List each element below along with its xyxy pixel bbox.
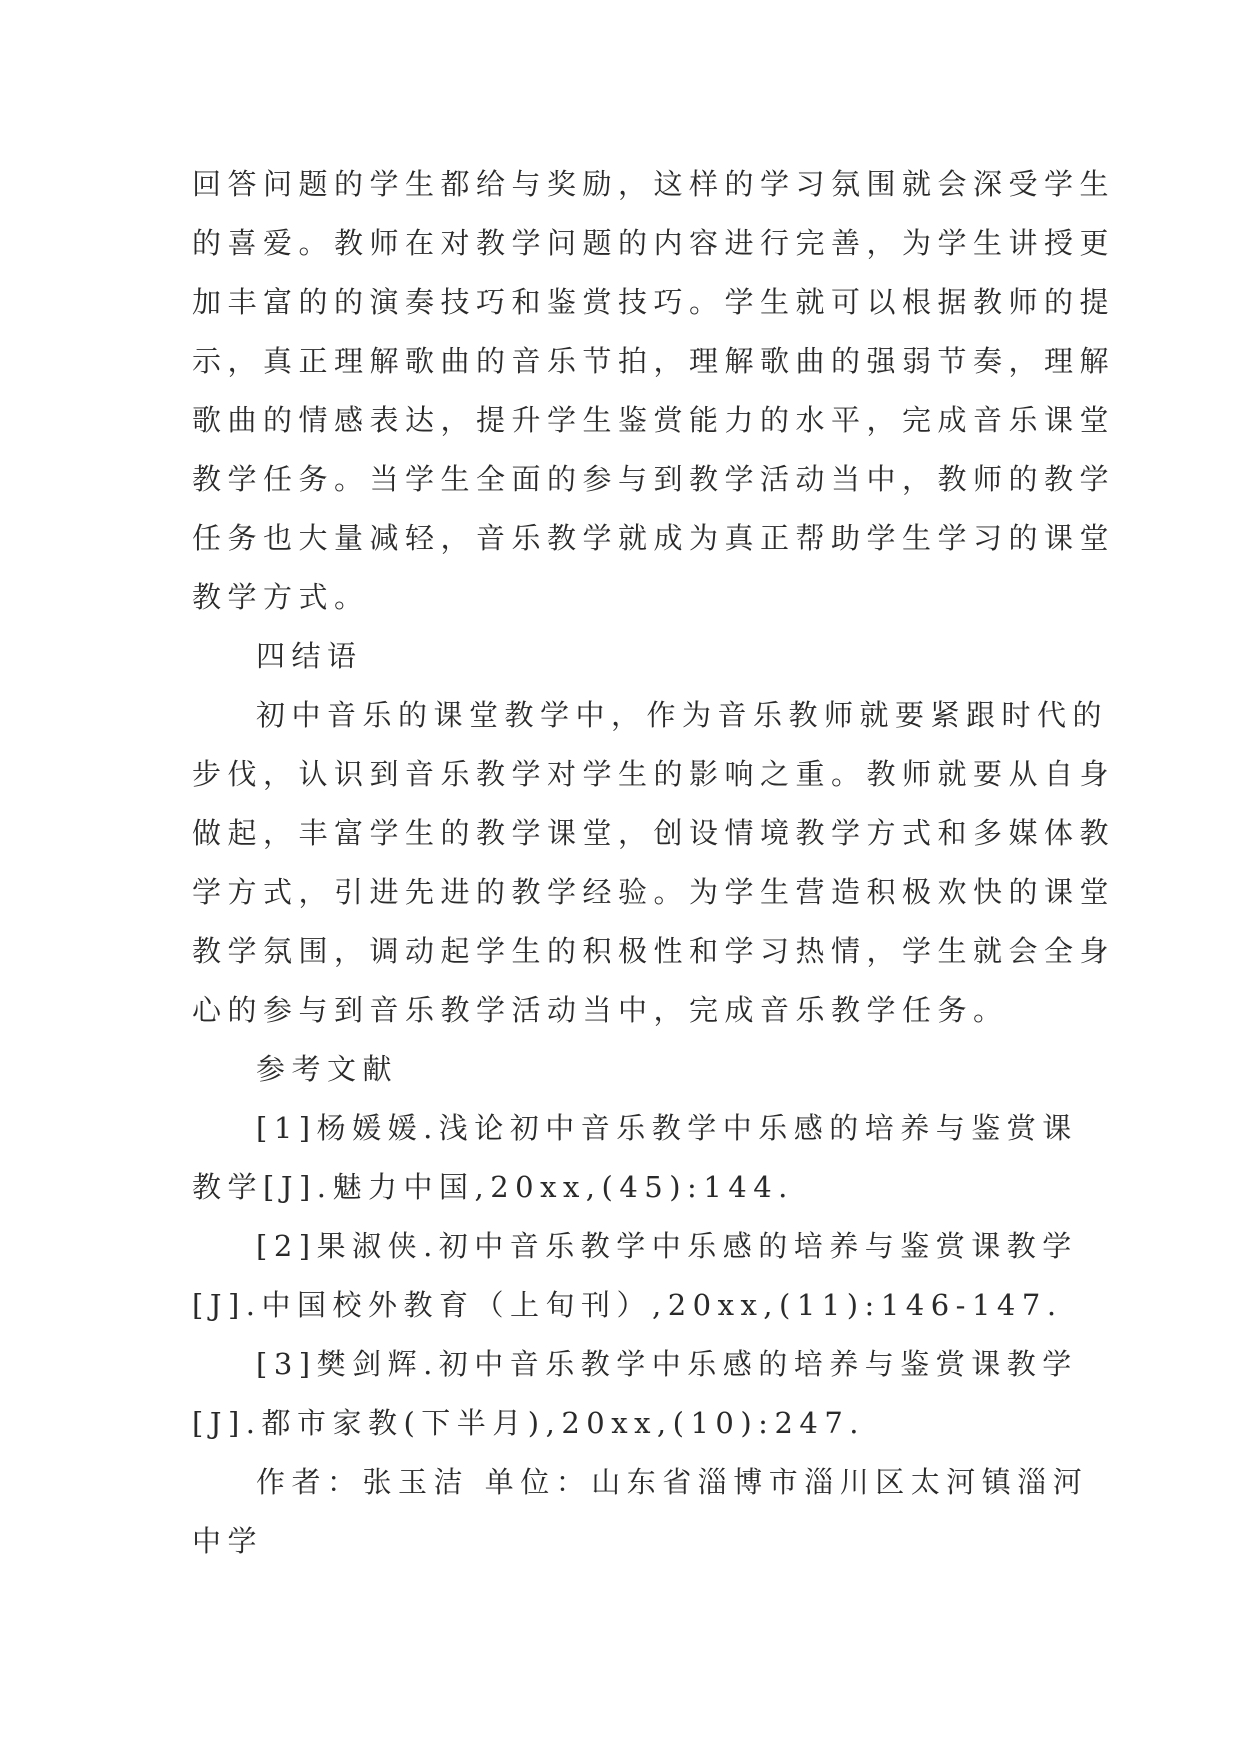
- conclusion-paragraph: [192, 686, 1116, 1040]
- body-line: 教学任务。当学生全面的参与到教学活动当中，教师的教学: [192, 462, 1116, 496]
- document-page: [192, 155, 1116, 1571]
- author-info: [192, 1453, 1089, 1571]
- author-line: 作者：张玉洁 单位：山东省淄博市淄川区太河镇淄河: [256, 1465, 1089, 1499]
- reference-line: [J].都市家教(下半月),20xx,(10):247.: [192, 1406, 866, 1440]
- reference-line: 教学[J].魅力中国,20xx,(45):144.: [192, 1170, 794, 1204]
- reference-item: [192, 1335, 1078, 1453]
- reference-item: [192, 1217, 1078, 1335]
- conclusion-line: 学方式，引进先进的教学经验。为学生营造积极欢快的课堂: [192, 875, 1116, 909]
- reference-item: [192, 1099, 1078, 1217]
- reference-list: [192, 1099, 1078, 1453]
- conclusion-line: 教学氛围，调动起学生的积极性和学习热情，学生就会全身: [192, 934, 1116, 968]
- body-line: 的喜爱。教师在对教学问题的内容进行完善，为学生讲授更: [192, 226, 1116, 260]
- body-line: 加丰富的的演奏技巧和鉴赏技巧。学生就可以根据教师的提: [192, 285, 1116, 319]
- conclusion-line: 步伐，认识到音乐教学对学生的影响之重。教师就要从自身: [192, 757, 1116, 791]
- section-heading-conclusion: 四结语: [256, 639, 363, 673]
- conclusion-line: 初中音乐的课堂教学中，作为音乐教师就要紧跟时代的: [256, 698, 1109, 732]
- body-line: 教学方式。: [192, 580, 370, 614]
- body-paragraph: [192, 155, 1116, 627]
- reference-line: [J].中国校外教育（上旬刊）,20xx,(11):146-147.: [192, 1288, 1063, 1322]
- section-heading-references: 参考文献: [256, 1052, 399, 1086]
- conclusion-line: 做起，丰富学生的教学课堂，创设情境教学方式和多媒体教: [192, 816, 1116, 850]
- body-line: 示，真正理解歌曲的音乐节拍，理解歌曲的强弱节奏，理解: [192, 344, 1116, 378]
- body-line: 歌曲的情感表达，提升学生鉴赏能力的水平，完成音乐课堂: [192, 403, 1116, 437]
- author-line: 中学: [192, 1524, 264, 1558]
- reference-line: [1]杨媛媛.浅论初中音乐教学中乐感的培养与鉴赏课: [256, 1111, 1078, 1145]
- reference-line: [2]果淑侠.初中音乐教学中乐感的培养与鉴赏课教学: [256, 1229, 1078, 1263]
- body-line: 任务也大量减轻，音乐教学就成为真正帮助学生学习的课堂: [192, 521, 1116, 555]
- body-line: 回答问题的学生都给与奖励，这样的学习氛围就会深受学生: [192, 167, 1116, 201]
- reference-line: [3]樊剑辉.初中音乐教学中乐感的培养与鉴赏课教学: [256, 1347, 1078, 1381]
- conclusion-line: 心的参与到音乐教学活动当中，完成音乐教学任务。: [192, 993, 1009, 1027]
